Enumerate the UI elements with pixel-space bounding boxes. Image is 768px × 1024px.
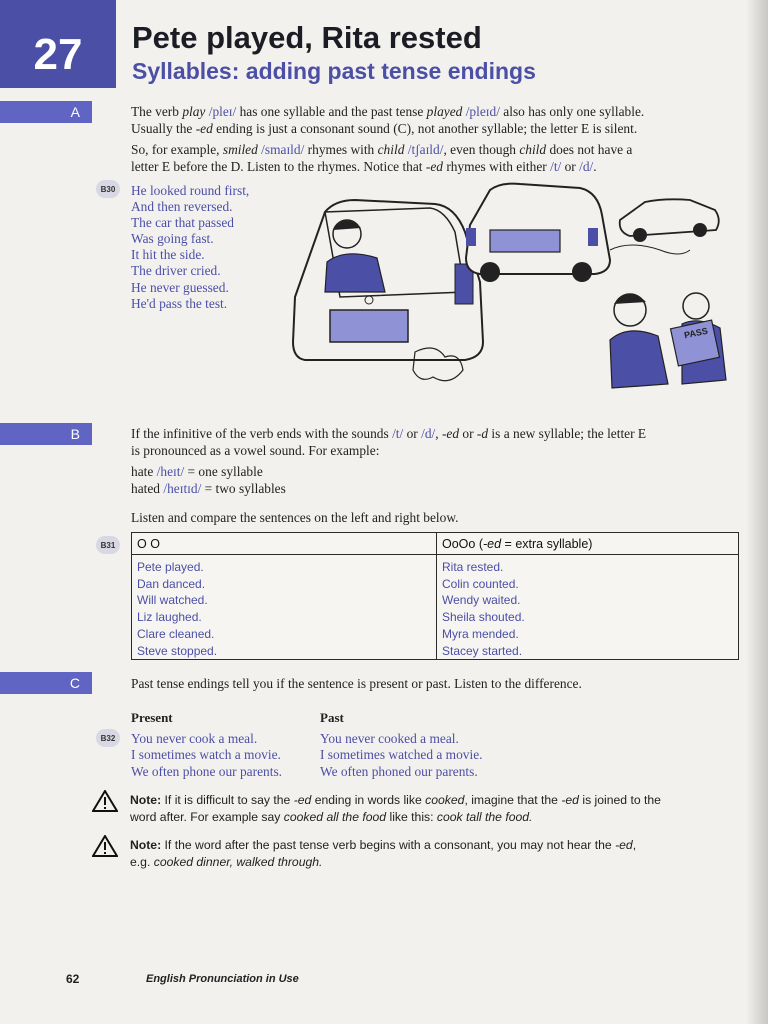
section-b-paragraph-1: If the infinitive of the verb ends with the sounds /t/ or /d/, -ed or -d is a new syllable; the letter E is pronounced as a vowel sound. For example:: [131, 426, 647, 458]
table-cell: Myra mended.: [442, 626, 519, 641]
section-a-tab: [0, 101, 92, 123]
rhyme-poem: [131, 183, 291, 312]
car-crash-illustration: [460, 180, 730, 290]
section-c-label: C: [69, 675, 80, 691]
past-sentence: We often phoned our parents.: [320, 763, 478, 779]
table-cell: Stacey started.: [442, 643, 523, 658]
section-a-paragraph-1: The verb play /pleɪ/ has one syllable and the past tense played /pleɪd/ also has only one syllable. Usually the -ed ending is just a consonant sound (C), not another syllable; the letter E is silent.: [131, 104, 645, 136]
page-edge-shadow: [746, 0, 768, 1024]
past-sentence: You never cooked a meal.: [320, 731, 459, 746]
pass-sign-text: PASS: [683, 325, 709, 341]
page-number: 62: [66, 972, 80, 986]
past-sentence: I sometimes watched a movie.: [320, 747, 483, 763]
poem-line: And then reversed.: [131, 199, 233, 215]
audio-track-b32-icon[interactable]: B32: [96, 729, 120, 747]
table-cell: Steve stopped.: [137, 643, 218, 658]
section-b-listen-instruction: Listen and compare the sentences on the left and right below.: [131, 510, 459, 525]
poem-line: The car that passed: [131, 215, 234, 231]
poem-line: He looked round first,: [131, 183, 250, 198]
present-sentence: You never cook a meal.: [131, 731, 258, 746]
table-cell: Rita rested.: [442, 560, 504, 574]
warning-icon: [92, 835, 118, 857]
table-header-left: O O: [132, 533, 436, 555]
comparison-table: [131, 532, 739, 660]
section-a-paragraph-2: So, for example, smiled /smaɪld/ rhymes with child /tʃaɪld/, even though child does not have a letter E before the D. Listen to the rhymes. Notice that -ed rhymes with either /t/ or /d/.: [131, 142, 633, 174]
note-2: Note: If the word after the past tense verb begins with a consonant, you may not hear the -ed, e.g. cooked dinner, walked through.: [130, 838, 637, 869]
unit-number: 27: [33, 30, 83, 79]
warning-icon: [92, 790, 118, 812]
table-cell: Dan danced.: [137, 576, 206, 591]
present-column-heading: Present: [131, 710, 173, 725]
section-b-tab: [0, 423, 92, 445]
past-column-heading: Past: [320, 710, 344, 725]
poem-line: Was going fast.: [131, 231, 214, 247]
section-b-label: B: [70, 426, 80, 442]
present-sentences: [131, 731, 282, 780]
poem-line: He'd pass the test.: [131, 295, 228, 311]
poem-line: The driver cried.: [131, 263, 221, 279]
table-column-right: [437, 559, 525, 659]
section-b-examples: hate /heɪt/ = one syllable hated /heɪtɪd/ = two syllables: [131, 464, 286, 496]
unit-number-block: [0, 0, 116, 88]
audio-track-b31-icon[interactable]: B31: [96, 536, 120, 554]
past-sentences: [320, 731, 483, 780]
section-c-intro: Past tense endings tell you if the sentence is present or past. Listen to the difference.: [131, 676, 582, 691]
section-c-tab: [0, 672, 92, 694]
table-cell: Pete played.: [137, 560, 204, 574]
table-cell: Clare cleaned.: [137, 626, 215, 641]
table-cell: Wendy waited.: [442, 593, 521, 608]
book-title: English Pronunciation in Use: [146, 973, 299, 985]
page-title: Pete played, Rita rested: [132, 20, 482, 55]
present-sentence: We often phone our parents.: [131, 763, 283, 779]
note-1: Note: If it is difficult to say the -ed ending in words like cooked, imagine that the -ed is joined to the word after. For example say cooked all the food like this: cook tall the food.: [130, 793, 661, 824]
poem-line: It hit the side.: [131, 247, 205, 263]
audio-track-b30-icon[interactable]: B30: [96, 180, 120, 198]
section-a-label: A: [70, 104, 80, 120]
table-cell: Liz laughed.: [137, 610, 202, 625]
table-cell: Will watched.: [137, 593, 208, 608]
present-sentence: I sometimes watch a movie.: [131, 747, 281, 763]
table-column-left: [132, 559, 217, 659]
pass-certificate-illustration: [598, 280, 738, 398]
table-header-right: OoOo (-ed = extra syllable): [437, 533, 738, 555]
poem-line: He never guessed.: [131, 279, 229, 295]
table-cell: Colin counted.: [442, 576, 519, 591]
table-cell: Sheila shouted.: [442, 610, 525, 625]
page-subtitle: Syllables: adding past tense endings: [132, 58, 536, 84]
